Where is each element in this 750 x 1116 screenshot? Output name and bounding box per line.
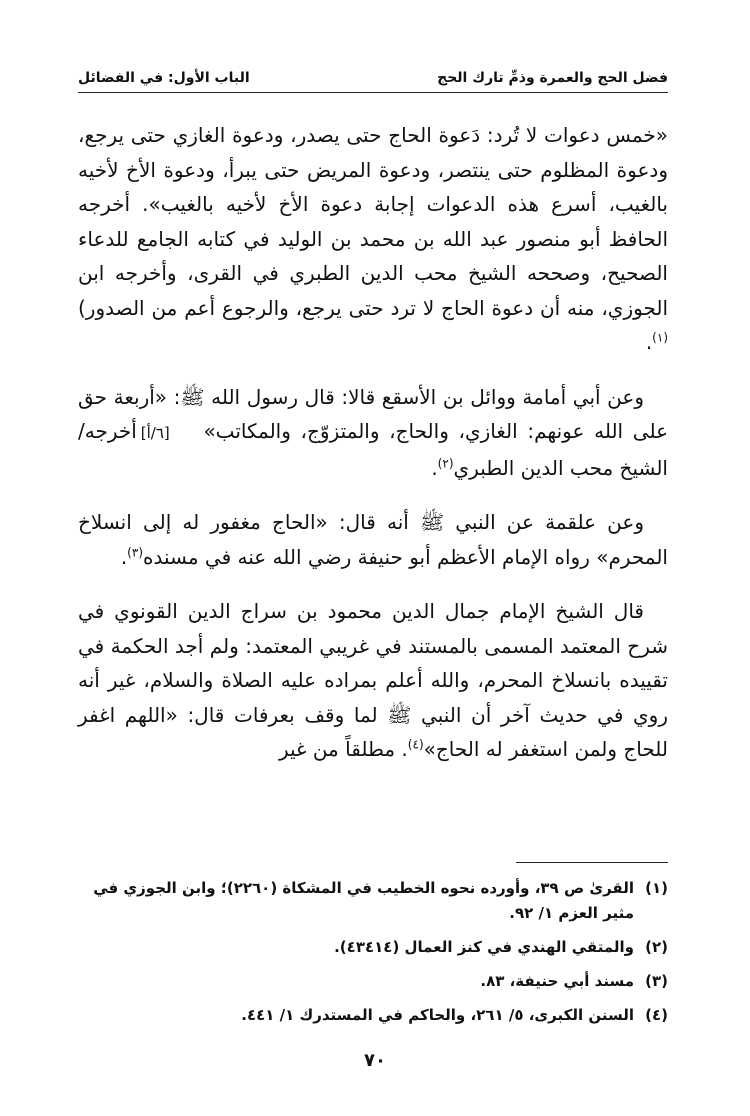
book-title: فضل الحج والعمرة وذمِّ تارك الحج [437, 70, 668, 86]
paragraph-3-tail: . [120, 544, 128, 569]
footnote-text: والمتقي الهندي في كنز العمال (٤٣٤١٤). [334, 938, 634, 956]
body-text [78, 118, 668, 767]
footnote-number: (٢) [645, 938, 668, 956]
footnote-text: السنن الكبرى، ٥/ ٢٦١، والحاكم في المستدرك ١/ ٤٤١. [241, 1006, 634, 1024]
footnote-1 [78, 876, 668, 926]
footnote-number: (٣) [645, 972, 668, 990]
footnote-ref-2: (٢) [437, 455, 454, 470]
footnote-ref-1: (١) [652, 330, 668, 345]
folio-marker: [٦/أ] [140, 424, 170, 442]
page-number: ٧٠ [364, 1050, 386, 1071]
footnotes [78, 876, 668, 1037]
paragraph-1-text: «خمس دعوات لا تُرد: دَعوة الحاج حتى يصدر، ودعوة الغازي حتى يرجع، ودعوة المظلوم حتى ينتصر، ودعوة المريض حتى يبرأ، ودعوة الأخ لأخيه بالغيب، أسرع هذه الدعوات إجابة دعوة الأخ لأخيه بالغيب». أخرجه الحافظ أبو منصور عبد الله بن محمد بن الوليد في كتابه الجامع للدعاء الصحيح، وصححه الشيخ محب الدين الطبري في القرى، وأخرجه ابن الجوزي، منه أن دعوة الحاج لا ترد حتى يرجع، والرجوع أعم من الصدور) [78, 123, 668, 320]
paragraph-1-tail: . [645, 330, 653, 354]
paragraph-2-text: وعن أبي أمامة ووائل بن الأسقع قالا: قال رسول الله ﷺ: «أربعة حق على الله عونهم: الغازي، والحاج، والمتزوّج، والمكاتب» [٦/أ]أخرجه/ الشيخ محب الدين الطبري [78, 384, 668, 480]
footnote-2 [78, 935, 668, 960]
footnote-divider [516, 862, 668, 863]
page-header [78, 55, 668, 93]
paragraph-4 [78, 594, 668, 767]
paragraph-2-tail: . [431, 455, 438, 480]
footnote-3 [78, 969, 668, 994]
footnote-ref-4: (٤) [407, 737, 424, 752]
paragraph-3 [78, 505, 668, 574]
paragraph-4-text: قال الشيخ الإمام جمال الدين محمود بن سراج الدين القونوي في شرح المعتمد المسمى بالمستند في غريبي المعتمد: ولم أجد الحكمة في تقييده بانسلاخ المحرم، والله أعلم بمراده عليه الصلاة والسلام، غير أنه روي في حديث آخر أن النبي ﷺ لما وقف بعرفات قال: «اللهم اغفر للحاج ولمن استغفر له الحاج» [78, 599, 668, 761]
footnote-number: (٤) [645, 1006, 668, 1024]
chapter-title: الباب الأول: في الفضائل [78, 70, 250, 86]
footnote-text: مسند أبي حنيفة، ٨٣. [480, 972, 634, 990]
paragraph-3-text: وعن علقمة عن النبي ﷺ أنه قال: «الحاج مغفور له إلى انسلاخ المحرم» رواه الإمام الأعظم أبو حنيفة رضي الله عنه في مسنده [78, 510, 668, 569]
footnote-ref-3: (٣) [127, 544, 143, 559]
paragraph-2 [78, 380, 668, 486]
footnote-number: (١) [645, 879, 668, 897]
paragraph-1 [78, 118, 668, 360]
paragraph-4-tail: . مطلقاً من غير [278, 737, 408, 761]
footnote-4 [78, 1003, 668, 1028]
footnote-text: القرىٰ ص ٣٩، وأورده نحوه الخطيب في المشكاة (٢٢٦٠)؛ وابن الجوزي في مثير العزم ١/ ٩٢. [93, 879, 634, 922]
